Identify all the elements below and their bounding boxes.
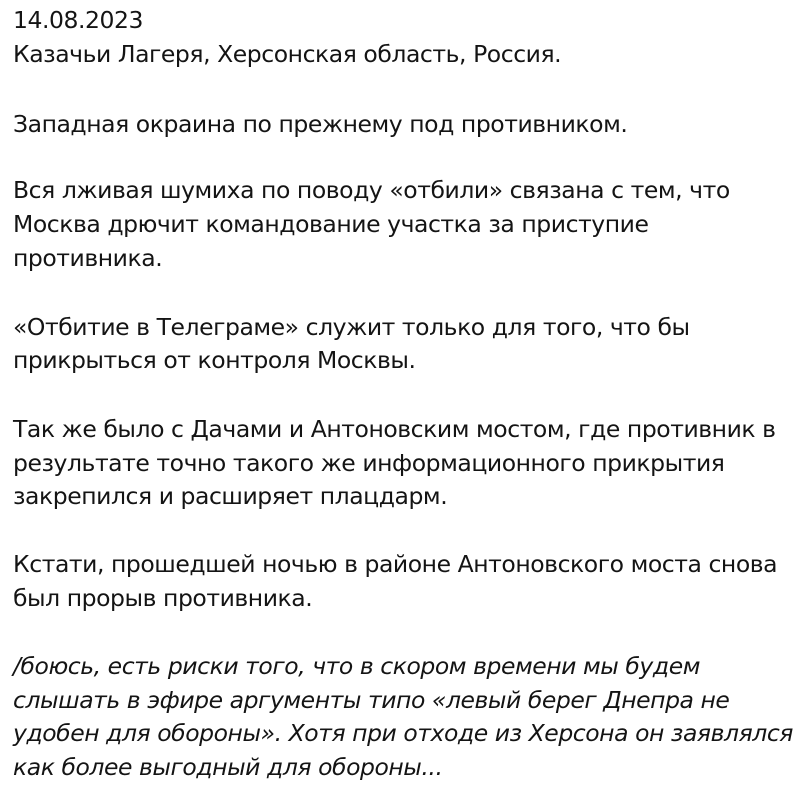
paragraph-2-line-2: Москва дрючит командование участка за приступие [13, 210, 649, 238]
paragraph-5-line-2: был прорыв противника. [13, 584, 313, 612]
paragraph-1-line-1: Западная окраина по прежнему под противником. [13, 110, 628, 138]
post-date: 14.08.2023 [13, 6, 144, 34]
paragraph-2-line-3: противника. [13, 244, 163, 272]
paragraph-6-line-3: удобен для обороны». Хотя при отходе из Херсона он заявлялся [13, 719, 793, 747]
paragraph-6-line-4: как более выгодный для обороны... [13, 753, 443, 781]
paragraph-5-line-1: Кстати, прошедшей ночью в районе Антоновского моста снова [13, 550, 778, 578]
paragraph-3-line-2: прикрыться от контроля Москвы. [13, 346, 416, 374]
post-location: Казачьи Лагеря, Херсонская область, Россия. [13, 40, 562, 68]
paragraph-4-line-1: Так же было с Дачами и Антоновским мостом, где противник в [13, 415, 776, 443]
paragraph-2-line-1: Вся лживая шумиха по поводу «отбили» связана с тем, что [13, 176, 730, 204]
paragraph-3-line-1: «Отбитие в Телеграме» служит только для того, что бы [13, 313, 690, 341]
paragraph-4-line-2: результате точно такого же информационного прикрытия [13, 449, 725, 477]
paragraph-6-line-2: слышать в эфире аргументы типо «левый берег Днепра не [13, 686, 730, 714]
paragraph-4-line-3: закрепился и расширяет плацдарм. [13, 482, 448, 510]
paragraph-6-line-1: /боюсь, есть риски того, что в скором времени мы будем [13, 652, 700, 680]
